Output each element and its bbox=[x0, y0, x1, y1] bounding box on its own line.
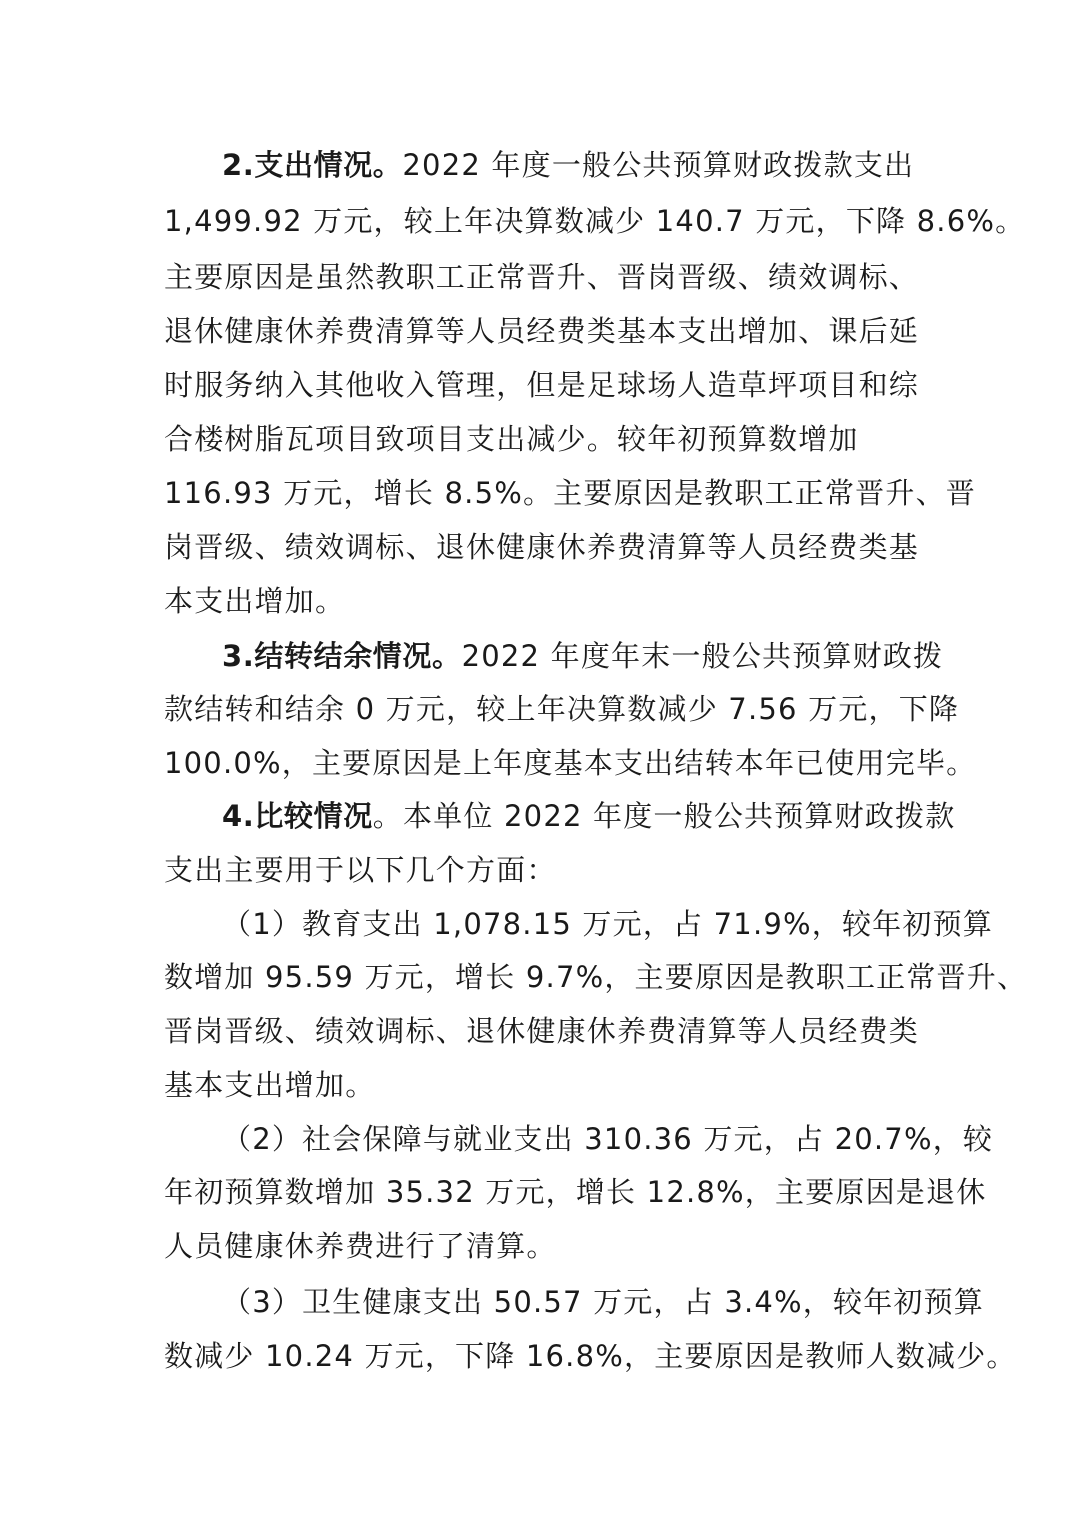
paragraph-line: 本支出增加。 bbox=[164, 584, 346, 618]
paragraph-line: 退休健康休养费清算等人员经费类基本支出增加、课后延 bbox=[164, 314, 920, 348]
paragraph-text: 2022 年度一般公共预算财政拨款支出 bbox=[402, 148, 915, 182]
paragraph-text: 。本单位 2022 年度一般公共预算财政拨款 bbox=[372, 799, 956, 833]
paragraph-text: 2022 年度年末一般公共预算财政拨 bbox=[461, 639, 944, 673]
paragraph-line: 支出主要用于以下几个方面： bbox=[164, 853, 557, 887]
list-item-line: 数减少 10.24 万元，下降 16.8%，主要原因是教师人数减少。 bbox=[164, 1339, 1017, 1373]
list-item-line: （1）教育支出 1,078.15 万元，占 71.9%，较年初预算 bbox=[222, 907, 993, 941]
paragraph-line: 116.93 万元，增长 8.5%。主要原因是教职工正常晋升、晋 bbox=[164, 476, 976, 510]
section-heading: 3.结转结余情况。 bbox=[222, 639, 462, 673]
paragraph-line: 1,499.92 万元，较上年决算数减少 140.7 万元，下降 8.6%。 bbox=[164, 204, 1026, 238]
paragraph-line: 岗晋级、绩效调标、退休健康休养费清算等人员经费类基 bbox=[164, 530, 920, 564]
paragraph-line: 合楼树脂瓦项目致项目支出减少。较年初预算数增加 bbox=[164, 422, 859, 456]
list-item-line: （2）社会保障与就业支出 310.36 万元，占 20.7%，较 bbox=[222, 1122, 994, 1156]
list-item-line: 基本支出增加。 bbox=[164, 1068, 376, 1102]
list-item-line: （3）卫生健康支出 50.57 万元，占 3.4%，较年初预算 bbox=[222, 1285, 985, 1319]
paragraph-line bbox=[222, 797, 955, 835]
paragraph-line: 时服务纳入其他收入管理，但是足球场人造草坪项目和综 bbox=[164, 368, 920, 402]
list-item-line: 数增加 95.59 万元，增长 9.7%，主要原因是教职工正常晋升、 bbox=[164, 960, 1028, 994]
section-heading: 4.比较情况 bbox=[222, 799, 373, 833]
list-item-line: 年初预算数增加 35.32 万元，增长 12.8%，主要原因是退休 bbox=[164, 1175, 987, 1209]
paragraph-line: 款结转和结余 0 万元，较上年决算数减少 7.56 万元，下降 bbox=[164, 692, 960, 726]
section-heading: 2.支出情况。 bbox=[222, 148, 403, 182]
paragraph-line bbox=[222, 637, 943, 675]
list-item-line: 晋岗晋级、绩效调标、退休健康休养费清算等人员经费类 bbox=[164, 1014, 920, 1048]
list-item-line: 人员健康休养费进行了清算。 bbox=[164, 1229, 557, 1263]
paragraph-line bbox=[222, 146, 914, 184]
paragraph-line: 100.0%，主要原因是上年度基本支出结转本年已使用完毕。 bbox=[164, 746, 977, 780]
paragraph-line: 主要原因是虽然教职工正常晋升、晋岗晋级、绩效调标、 bbox=[164, 260, 920, 294]
